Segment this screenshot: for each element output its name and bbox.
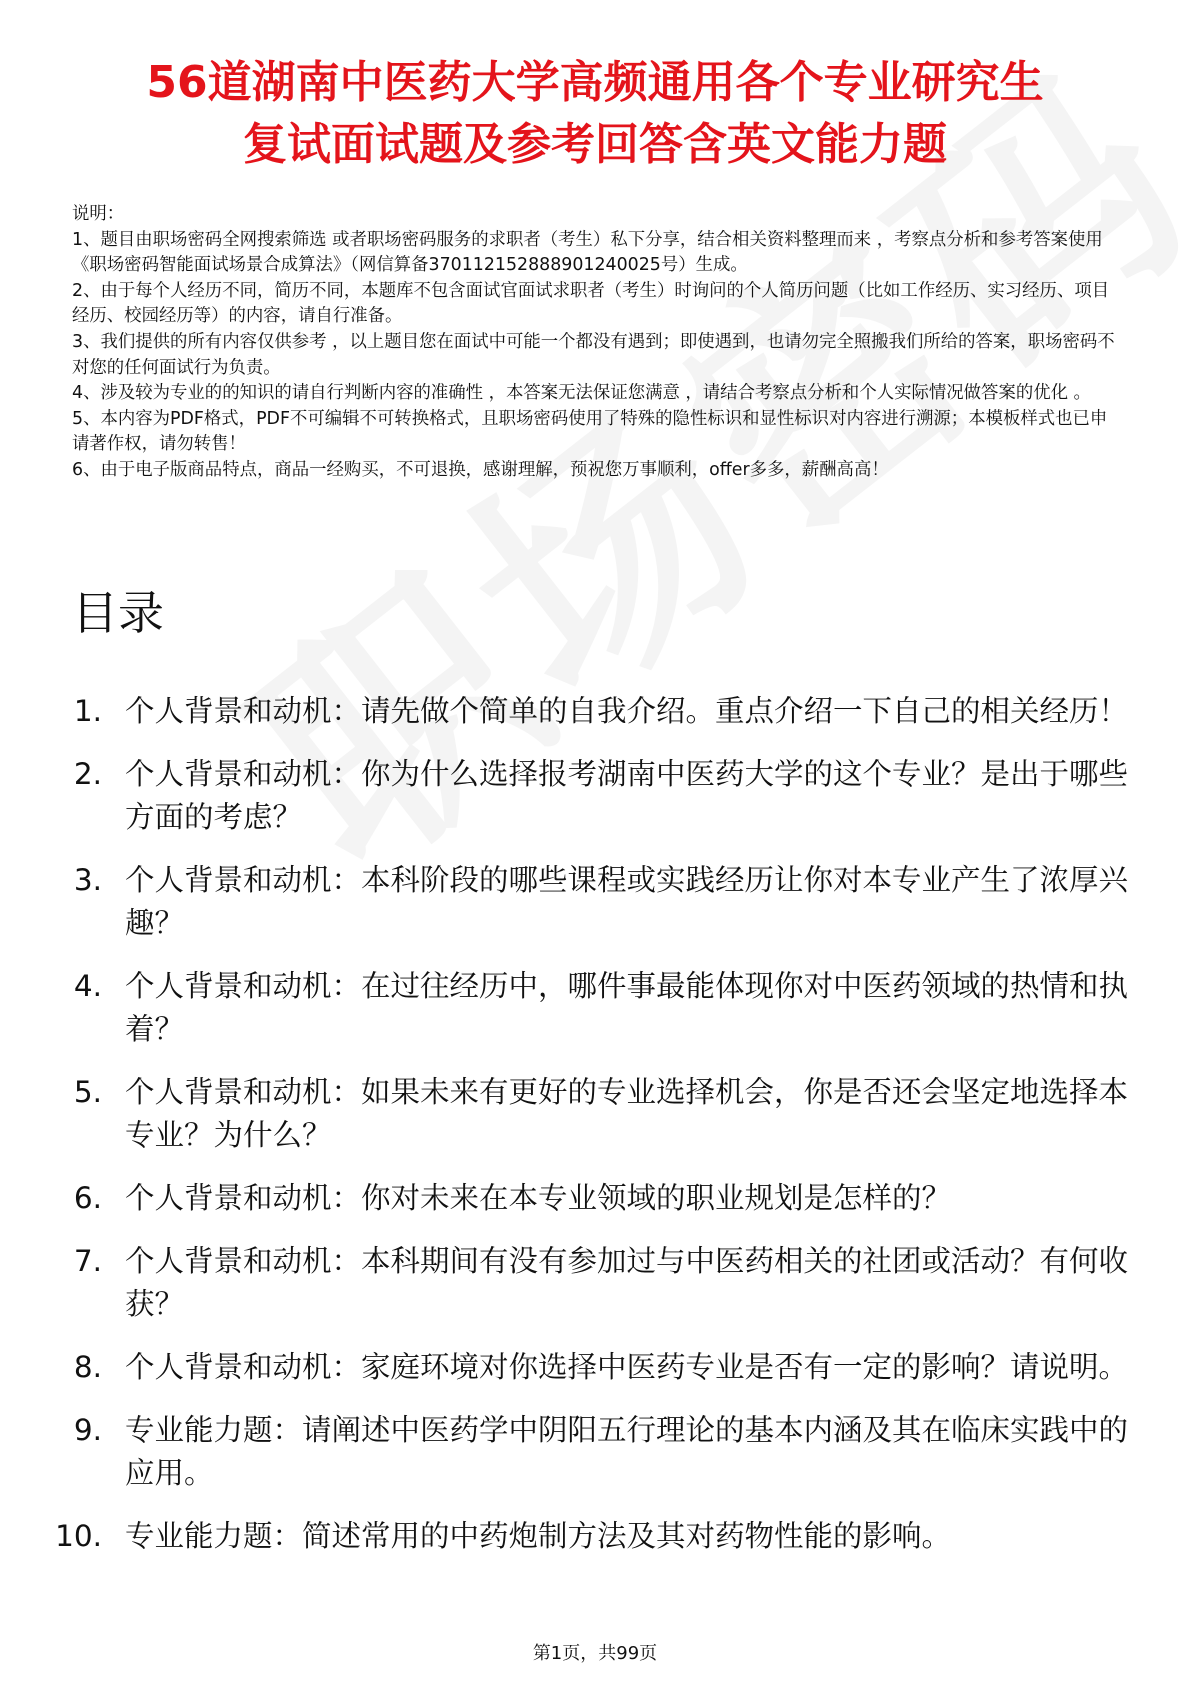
toc-item-number: 7. [73, 1244, 102, 1278]
toc-item-text: 个人背景和动机：你对未来在本专业领域的职业规划是怎样的？ [125, 1181, 952, 1215]
toc-item-text: 个人背景和动机：你为什么选择报考湖南中医药大学的这个专业？是出于哪些方面的考虑？ [125, 757, 1129, 834]
note-item-5: 5、本内容为PDF格式，PDF不可编辑不可转换格式，且职场密码使用了特殊的隐性标识和显性标识对内容进行溯源；本模板样式也已申请著作权，请勿转售！ [72, 408, 1108, 455]
toc-item-number: 6. [73, 1181, 102, 1215]
toc-item-9[interactable] [0, 1409, 1190, 1495]
toc-item-8[interactable] [0, 1346, 1190, 1389]
toc-item-text: 个人背景和动机：本科期间有没有参加过与中医药相关的社团或活动？有何收获？ [125, 1244, 1129, 1321]
toc-item-number: 9. [73, 1413, 102, 1447]
toc-item-number: 2. [73, 757, 102, 791]
toc-item-number: 10. [55, 1519, 102, 1553]
notes-section [72, 202, 1122, 484]
toc-item-7[interactable] [0, 1240, 1190, 1326]
note-item-4: 4、涉及较为专业的的知识的请自行判断内容的准确性 ，本答案无法保证您满意 ，请结合考察点分析和个人实际情况做答案的优化 。 [72, 383, 1091, 404]
note-item-1: 1、题目由职场密码全网搜索筛选 或者职场密码服务的求职者（考生）私下分享，结合相关资料整理而来 ，考察点分析和参考答案使用《职场密码智能面试场景合成算法》（网信算备370112152888901240025号）生成。 [72, 229, 1103, 276]
notes-heading: 说明： [72, 204, 125, 224]
toc-item-4[interactable] [0, 965, 1190, 1051]
note-item-6: 6、由于电子版商品特点，商品一经购买，不可退换，感谢理解，预祝您万事顺利，offer多多，薪酬高高！ [72, 459, 889, 480]
toc-item-text: 个人背景和动机：家庭环境对你选择中医药专业是否有一定的影响？请说明。 [125, 1350, 1129, 1384]
toc-item-text: 个人背景和动机：在过往经历中，哪件事最能体现你对中医药领域的热情和执着？ [125, 969, 1129, 1046]
note-item-2: 2、由于每个人经历不同，简历不同，本题库不包含面试官面试求职者（考生）时询问的个人简历问题（比如工作经历、实习经历、项目经历、校园经历等）的内容，请自行准备。 [72, 280, 1110, 327]
toc-item-text: 个人背景和动机：如果未来有更好的专业选择机会，你是否还会坚定地选择本专业？为什么？ [125, 1075, 1129, 1152]
document-title [0, 52, 1190, 176]
toc-item-number: 1. [73, 694, 102, 728]
title-line-1: 56道湖南中医药大学高频通用各个专业研究生 [146, 57, 1044, 108]
toc-item-text: 专业能力题：请阐述中医药学中阴阳五行理论的基本内涵及其在临床实践中的应用。 [125, 1413, 1129, 1490]
toc-item-text: 专业能力题：简述常用的中药炮制方法及其对药物性能的影响。 [125, 1519, 952, 1553]
page-footer: 第1页，共99页 [532, 1643, 658, 1664]
toc-item-10[interactable] [0, 1515, 1190, 1558]
note-item-3: 3、我们提供的所有内容仅供参考 ，以上题目您在面试中可能一个都没有遇到；即使遇到，也请勿完全照搬我们所给的答案，职场密码不对您的任何面试行为负责。 [72, 331, 1115, 378]
toc-list [0, 690, 1190, 1578]
toc-item-3[interactable] [0, 859, 1190, 945]
toc-item-number: 8. [73, 1350, 102, 1384]
toc-item-number: 4. [73, 969, 102, 1003]
title-line-2: 复试面试题及参考回答含英文能力题 [243, 119, 947, 170]
toc-item-5[interactable] [0, 1071, 1190, 1157]
toc-item-number: 5. [73, 1075, 102, 1109]
toc-item-1[interactable] [0, 690, 1190, 733]
toc-item-text: 个人背景和动机：请先做个简单的自我介绍。重点介绍一下自己的相关经历！ [125, 694, 1129, 728]
toc-item-number: 3. [73, 863, 102, 897]
toc-heading: 目录 [72, 586, 164, 640]
toc-item-2[interactable] [0, 753, 1190, 839]
toc-item-6[interactable] [0, 1177, 1190, 1220]
toc-item-text: 个人背景和动机：本科阶段的哪些课程或实践经历让你对本专业产生了浓厚兴趣？ [125, 863, 1129, 940]
